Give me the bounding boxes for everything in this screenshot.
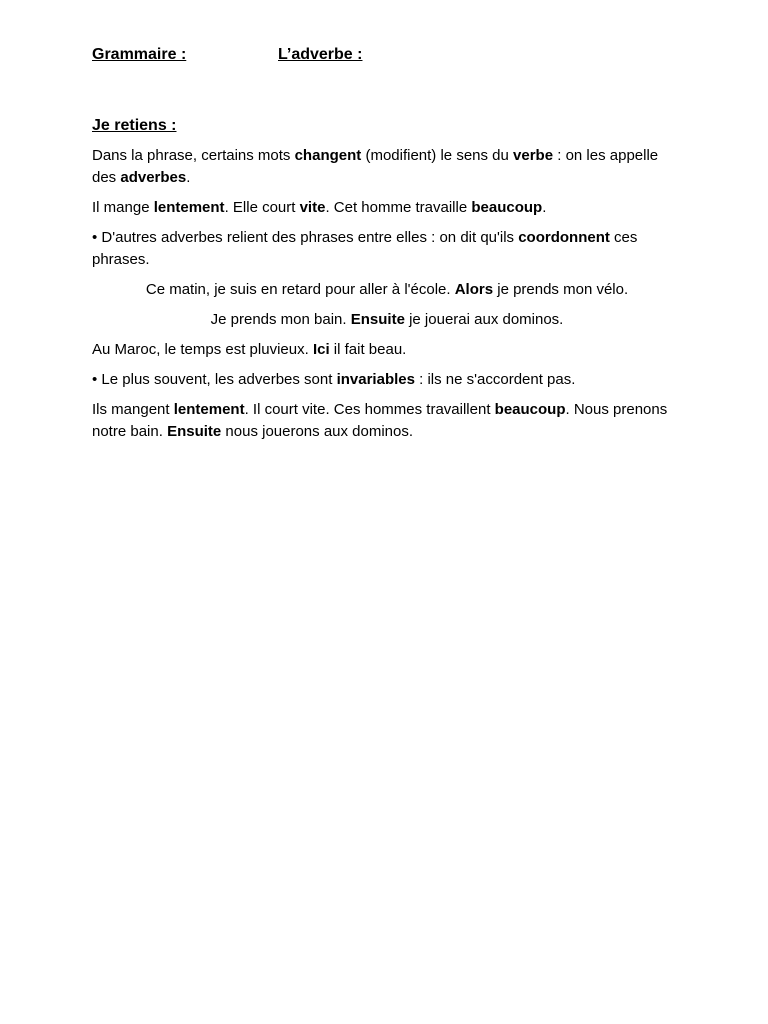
bold-keyword: adverbes (120, 169, 187, 186)
bold-keyword: invariables (336, 371, 415, 388)
paragraph (92, 145, 682, 189)
paragraph (92, 197, 682, 219)
text-run: : ils ne s'accordent pas. (414, 371, 576, 388)
text-run: Je prends mon bain. (210, 311, 351, 328)
paragraph (92, 369, 682, 391)
text-run: je prends mon vélo. (493, 281, 629, 298)
paragraph (92, 309, 682, 331)
subject-heading: Grammaire : (92, 46, 187, 63)
bold-keyword: Ensuite (167, 423, 222, 440)
section-title: Je retiens : (92, 117, 177, 134)
bold-keyword: beaucoup (471, 199, 543, 216)
bold-keyword: vite (299, 199, 326, 216)
text-run: Ils mangent (92, 401, 174, 418)
text-run: . Elle court (224, 199, 300, 216)
text-run: . Cet homme travaille (325, 199, 472, 216)
bold-keyword: coordonnent (518, 229, 610, 246)
lesson-body (92, 145, 682, 443)
bold-keyword: changent (294, 147, 362, 164)
text-run: Ce matin, je suis en retard pour aller à l'école. (145, 281, 455, 298)
text-run: (modifient) le sens du (361, 147, 514, 164)
text-run: ces phrases. (92, 229, 638, 268)
text-run: • Le plus souvent, les adverbes sont (92, 371, 337, 388)
bold-keyword: Alors (454, 281, 494, 298)
text-run: . Nous prenons notre bain. (92, 401, 668, 440)
text-run: . (186, 169, 191, 186)
text-run: Il mange (92, 199, 154, 216)
text-run: . (542, 199, 547, 216)
bold-keyword: lentement (153, 199, 225, 216)
paragraph (92, 227, 682, 271)
text-run: je jouerai aux dominos. (404, 311, 564, 328)
document-header (92, 44, 682, 68)
text-run: Dans la phrase, certains mots (92, 147, 295, 164)
text-run: • D'autres adverbes relient des phrases entre elles : on dit qu'ils (92, 229, 519, 246)
text-run: . Il court vite. Ces hommes travaillent (244, 401, 495, 418)
paragraph (92, 279, 682, 301)
paragraph (92, 339, 682, 361)
document-page (92, 44, 682, 443)
bold-keyword: verbe (513, 147, 554, 164)
text-run: : on les appelle des (92, 147, 659, 186)
bold-keyword: Ensuite (350, 311, 405, 328)
text-run: Au Maroc, le temps est pluvieux. (92, 341, 313, 358)
lesson-title: L’adverbe : (278, 46, 363, 63)
paragraph (92, 399, 682, 443)
text-run: il fait beau. (329, 341, 407, 358)
bold-keyword: beaucoup (494, 401, 566, 418)
bold-keyword: Ici (312, 341, 330, 358)
text-run: nous jouerons aux dominos. (221, 423, 414, 440)
bold-keyword: lentement (173, 401, 245, 418)
